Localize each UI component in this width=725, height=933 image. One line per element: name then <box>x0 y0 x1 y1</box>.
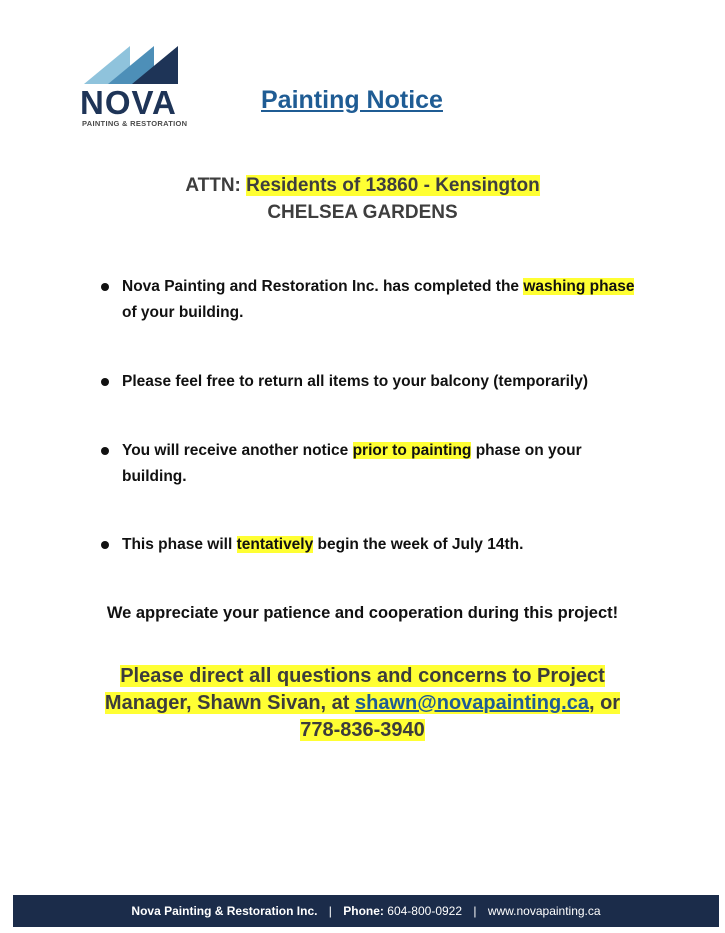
footer-bar <box>13 895 719 927</box>
contact-line1: Please direct all questions and concerns to Project <box>120 665 605 687</box>
bullet-text: Nova Painting and Restoration Inc. has completed the <box>122 278 524 295</box>
bullet-text: This phase will <box>122 536 237 553</box>
footer-company: Nova Painting & Restoration Inc. <box>131 904 318 918</box>
attn-residents: Residents of 13860 - Kensington <box>246 175 540 196</box>
bullet-highlight: washing phase <box>523 278 635 295</box>
bullet-text: You will receive another notice <box>122 442 353 459</box>
bullet-highlight: tentatively <box>236 536 314 553</box>
nova-logo <box>80 46 192 130</box>
bullet-dot <box>101 378 109 386</box>
bullet-dot <box>101 541 109 549</box>
footer-website: www.novapainting.ca <box>487 904 601 918</box>
bullet-text: begin the week of July 14th. <box>313 536 524 553</box>
contact-block <box>0 663 725 744</box>
contact-phone: 778-836-3940 <box>300 719 425 741</box>
bullet-text: phase on your building. <box>122 442 582 485</box>
bullet-dot <box>101 447 109 455</box>
thanks-message: We appreciate your patience and cooperation during this project! <box>106 604 619 622</box>
contact-suffix: , or <box>588 692 621 714</box>
bullet-highlight: prior to painting <box>352 442 472 459</box>
attn-line <box>0 172 725 199</box>
bullet-text: Please feel free to return all items to your balcony (temporarily) <box>122 373 588 390</box>
footer-separator: | <box>473 904 477 918</box>
logo-roof-icon <box>84 46 184 84</box>
footer-phone-label: Phone: <box>343 904 384 918</box>
bullet-return-items <box>98 369 638 395</box>
bullet-washing-complete <box>98 274 638 326</box>
footer-separator: | <box>328 904 332 918</box>
page-title: Painting Notice <box>261 86 443 114</box>
bullet-another-notice <box>98 438 638 490</box>
logo-tagline: PAINTING & RESTORATION <box>82 119 188 128</box>
contact-email-link[interactable]: shawn@novapainting.ca <box>354 692 589 714</box>
attn-prefix: ATTN: <box>185 175 241 196</box>
footer-phone: 604-800-0922 <box>387 904 463 918</box>
contact-prefix: Manager, Shawn Sivan, at <box>104 692 355 714</box>
attn-building: CHELSEA GARDENS <box>267 202 458 223</box>
contact-line2 <box>105 692 620 714</box>
bullet-text: of your building. <box>122 304 244 321</box>
bullet-dot <box>101 283 109 291</box>
attn-block <box>0 172 725 226</box>
logo-wordmark: NOVA <box>80 84 177 121</box>
bullet-phase-start <box>98 532 638 558</box>
